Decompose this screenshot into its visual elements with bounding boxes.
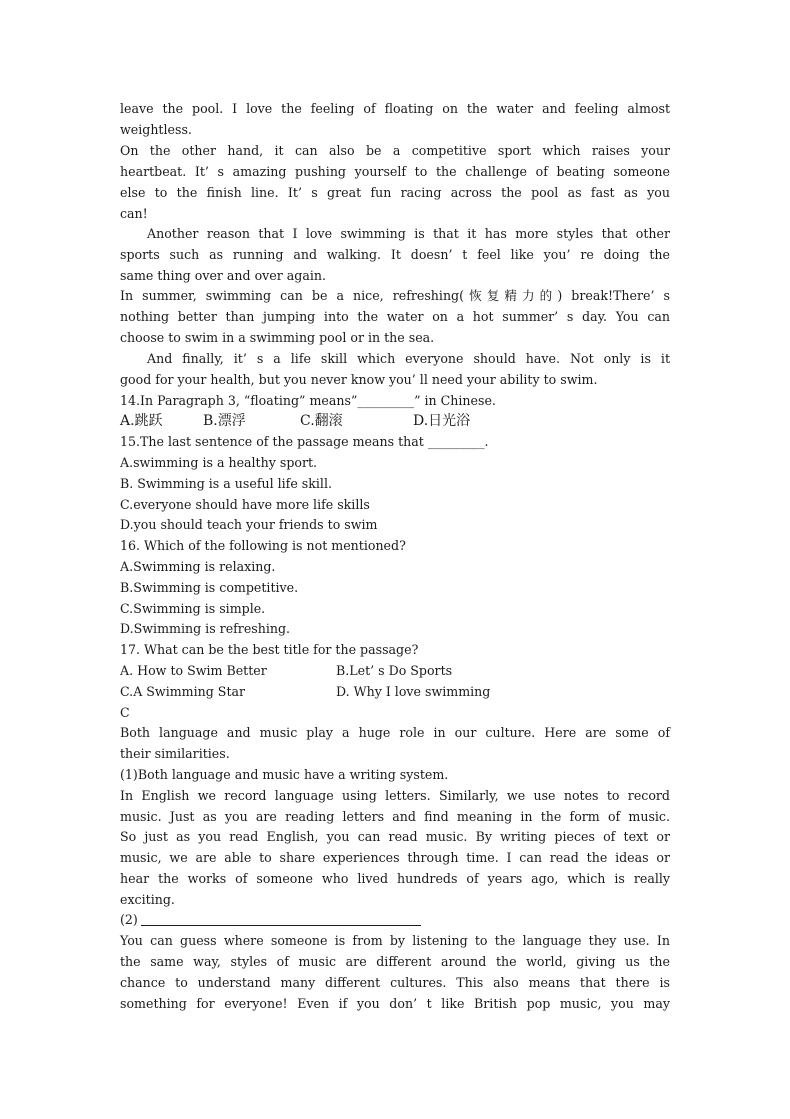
passage-c-line: music. Just as you are reading letters and find meaning in the form of music.: [120, 809, 670, 824]
passage-c-line: (1)Both language and music have a writing system.: [120, 767, 449, 782]
passage-b-line: nothing better than jumping into the water on a hot summer’ s day. You can: [120, 309, 670, 324]
passage-b-line: Another reason that I love swimming is that it has more styles that other: [147, 226, 670, 241]
question-option: B.Let’ s Do Sports: [336, 663, 453, 678]
question-option: B. Swimming is a useful life skill.: [120, 476, 332, 491]
question-option: D.you should teach your friends to swim: [120, 517, 378, 532]
passage-c-line: hear the works of someone who lived hundreds of years ago, which is really: [120, 871, 670, 886]
question-option: A.Swimming is relaxing.: [120, 559, 276, 574]
passage-c-line: chance to understand many different cultures. This also means that there is: [120, 975, 670, 990]
passage-b-line: weightless.: [120, 122, 192, 137]
question-stem: 15.The last sentence of the passage means that _________.: [120, 434, 489, 449]
passage-b-line: can!: [120, 206, 148, 221]
question-option: D. Why I love swimming: [336, 684, 491, 699]
passage-b-line: In summer, swimming can be a nice, refreshing(恢复精力的) break!There’ s: [120, 288, 670, 303]
question-option: B.Swimming is competitive.: [120, 580, 299, 595]
passage-b-line: good for your health, but you never know you’ ll need your ability to swim.: [120, 372, 598, 387]
question-option: C.everyone should have more life skills: [120, 497, 370, 512]
passage-c-line: their similarities.: [120, 746, 230, 761]
passage-b-line: On the other hand, it can also be a competitive sport which raises your: [120, 143, 670, 158]
question-option: A.swimming is a healthy sport.: [120, 455, 318, 470]
question-option: D.Swimming is refreshing.: [120, 621, 291, 636]
passage-c-line: So just as you read English, you can read music. By writing pieces of text or: [120, 829, 670, 844]
question-option: B.漂浮: [203, 413, 246, 429]
passage-c-line: music, we are able to share experiences through time. I can read the ideas or: [120, 850, 670, 865]
passage-c-line: exciting.: [120, 892, 175, 907]
question-option: C.翻滚: [300, 413, 343, 429]
passage-b-line: sports such as running and walking. It doesn’ t feel like you’ re doing the: [120, 247, 670, 262]
passage-c-line: the same way, styles of music are different around the world, giving us the: [120, 954, 670, 969]
question-option: A. How to Swim Better: [120, 663, 267, 678]
passage-c-line: something for everyone! Even if you don’ t like British pop music, you may: [120, 996, 670, 1011]
passage-b-line: And finally, it’ s a life skill which everyone should have. Not only is it: [147, 351, 670, 366]
blank-heading-label: (2): [120, 912, 138, 927]
section-label: C: [120, 705, 130, 720]
passage-b-line: else to the finish line. It’ s great fun racing across the pool as fast as you: [120, 185, 670, 200]
answer-blank-line: [141, 925, 421, 926]
question-stem: 14.In Paragraph 3, “floating” means”_________” in Chinese.: [120, 393, 496, 408]
question-option: A.跳跃: [120, 413, 163, 429]
passage-b-line: leave the pool. I love the feeling of floating on the water and feeling almost: [120, 101, 670, 116]
passage-b-line: heartbeat. It’ s amazing pushing yourself to the challenge of beating someone: [120, 164, 670, 179]
passage-c-line: You can guess where someone is from by listening to the language they use. In: [120, 933, 670, 948]
passage-b-line: same thing over and over again.: [120, 268, 326, 283]
question-option: C.Swimming is simple.: [120, 601, 266, 616]
question-option: D.日光浴: [413, 413, 471, 429]
passage-c-line: Both language and music play a huge role in our culture. Here are some of: [120, 725, 670, 740]
question-stem: 17. What can be the best title for the passage?: [120, 642, 419, 657]
passage-b-line: choose to swim in a swimming pool or in the sea.: [120, 330, 435, 345]
question-stem: 16. Which of the following is not mentioned?: [120, 538, 406, 553]
question-option: C.A Swimming Star: [120, 684, 246, 699]
passage-c-line: In English we record language using letters. Similarly, we use notes to record: [120, 788, 670, 803]
